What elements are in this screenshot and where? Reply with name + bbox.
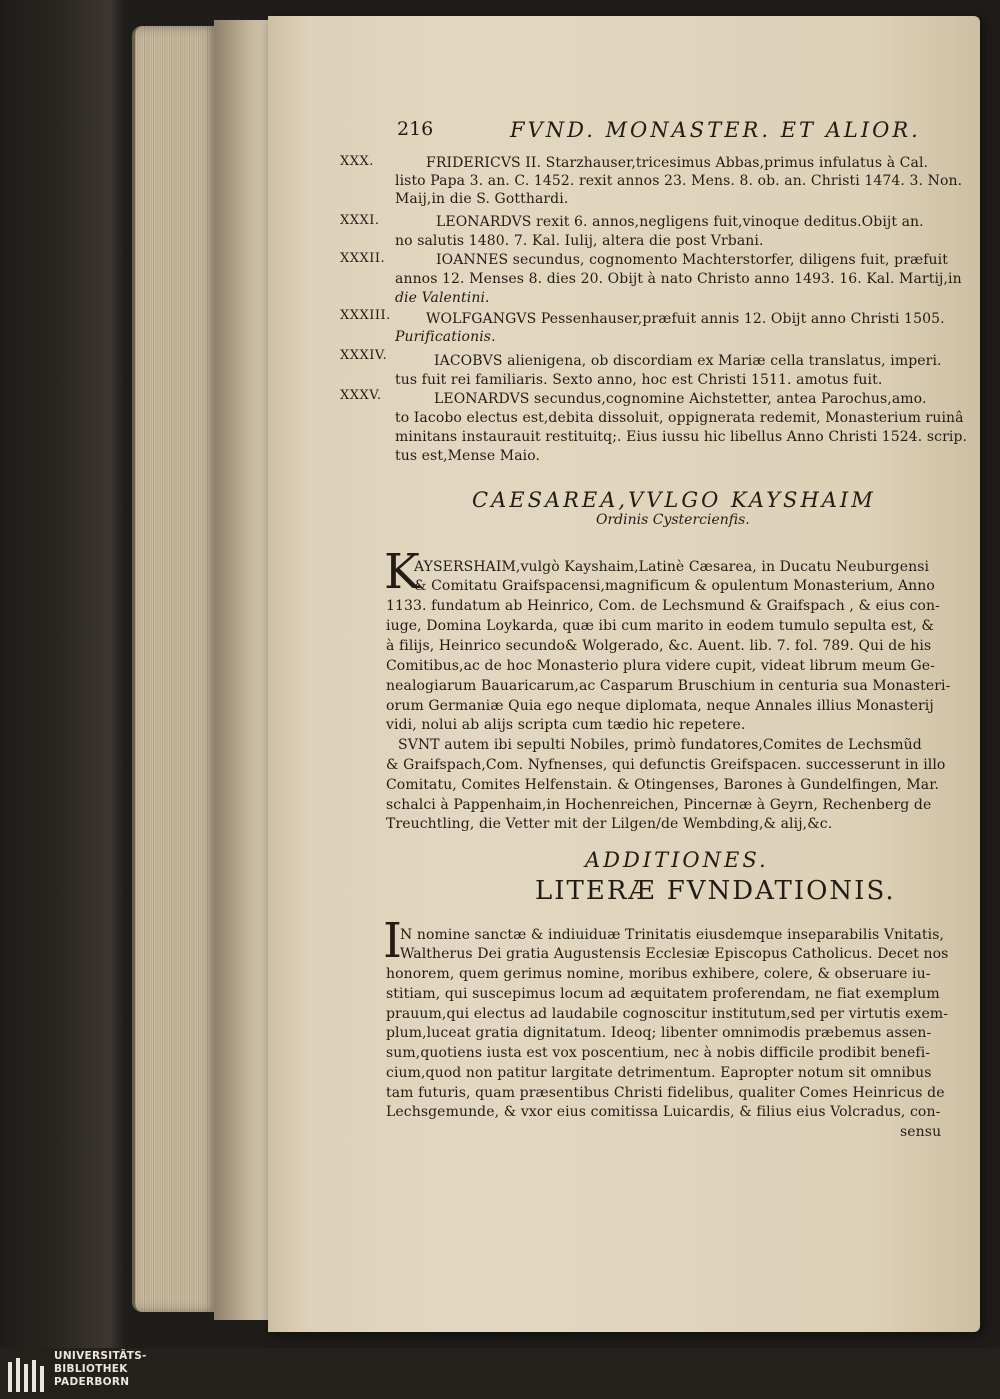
abbot-number: XXX.: [340, 154, 374, 169]
library-name-line: PADERBORN: [54, 1376, 130, 1388]
library-name-line: BIBLIOTHEK: [54, 1363, 128, 1375]
abbot-line: to Iacobo electus est,debita dissoluit, oppignerata redemit, Monasterium ruinâ: [395, 410, 964, 426]
body-line: AYSERSHAIM,vulgò Kayshaim,Latinè Cæsarea, in Ducatu Neuburgensi: [414, 559, 930, 575]
abbot-line: annos 12. Menses 8. dies 20. Obijt à nato Christo anno 1493. 16. Kal. Martij,in: [395, 271, 962, 287]
page-number: 216: [397, 118, 434, 140]
body-line: sum,quotiens iusta est vox poscentium, nec à nobis difficile prodibit benefi-: [386, 1045, 931, 1061]
body-line: & Graifspach,Com. Nyfnenses, qui defunctis Greifspacen. successerunt in illo: [386, 757, 946, 773]
abbot-line: Maij,in die S. Gotthardi.: [395, 191, 569, 207]
book-page-edges: [132, 26, 217, 1312]
abbot-number: XXXIII.: [340, 308, 391, 323]
body-line: Lechsgemunde, & vxor eius comitissa Luicardis, & filius eius Volcradus, con-: [386, 1104, 941, 1120]
body-line: iuge, Domina Loykarda, quæ ibi cum marito in eodem tumulo sepulta est, &: [386, 618, 934, 634]
body-line: vidi, nolui ab alijs scripta cum tædio hic repetere.: [386, 717, 746, 733]
abbot-number: XXXI.: [340, 213, 380, 228]
body-line: orum Germaniæ Quia ego neque diplomata, neque Annales illius Monasterij: [386, 698, 934, 714]
abbot-line: IOANNES secundus, cognomento Machterstorfer, diligens fuit, præfuit: [436, 252, 948, 268]
body-line: 1133. fundatum ab Heinrico, Com. de Lechsmund & Graifspach , & eius con-: [386, 598, 940, 614]
library-name-line: UNIVERSITÄTS-: [54, 1350, 147, 1362]
library-name: [54, 1350, 147, 1389]
abbot-line: LEONARDVS rexit 6. annos,negligens fuit,vinoque deditus.Obijt an.: [436, 214, 924, 230]
body-line: SVNT autem ibi sepulti Nobiles, primò fundatores,Comites de Lechsmũd: [398, 737, 922, 753]
body-line: stitiam, qui suscepimus locum ad æquitatem proferendam, ne fiat exemplum: [386, 986, 940, 1002]
abbot-line: no salutis 1480. 7. Kal. Iulij, altera die post Vrbani.: [395, 233, 764, 249]
abbot-line: LEONARDVS secundus,cognomine Aichstetter, antea Parochus,amo.: [434, 391, 927, 407]
body-line: & Comitatu Graifspacensi,magnificum & opulentum Monasterium, Anno: [414, 578, 935, 594]
body-line: Waltherus Dei gratia Augustensis Ecclesiæ Episcopus Catholicus. Decet nos: [400, 946, 949, 962]
body-line: cium,quod non patitur largitate detrimentum. Eapropter notum sit omnibus: [386, 1065, 932, 1081]
abbot-number: XXXV.: [340, 388, 382, 403]
body-line: Treuchtling, die Vetter mit der Lilgen/de Wembding,& alij,&c.: [386, 816, 833, 832]
section-subtitle: Ordinis Cystercienfis.: [596, 512, 750, 528]
abbot-number: XXXII.: [340, 251, 386, 266]
foundation-letter-heading: LITERÆ FVNDATIONIS.: [535, 876, 896, 906]
body-line: nealogiarum Bauaricarum,ac Casparum Bruschium in centuria sua Monasteri-: [386, 678, 951, 694]
abbot-line: FRIDERICVS II. Starzhauser,tricesimus Abbas,primus infulatus à Cal.: [426, 155, 929, 171]
body-line: Comitibus,ac de hoc Monasterio plura videre cupit, videat librum meum Ge-: [386, 658, 935, 674]
abbot-line: tus fuit rei familiaris. Sexto anno, hoc est Christi 1511. amotus fuit.: [395, 372, 883, 388]
additions-heading: ADDITIONES.: [585, 848, 769, 872]
abbot-line: die Valentini.: [395, 290, 490, 306]
body-line: N nomine sanctæ & indiuiduæ Trinitatis eiusdemque inseparabilis Vnitatis,: [400, 927, 945, 943]
library-footer-bar: [0, 1348, 1000, 1399]
section-title: CAESAREA,VVLGO KAYSHAIM: [472, 488, 876, 512]
abbot-line: IACOBVS alienigena, ob discordiam ex Mariæ cella translatus, imperi.: [434, 353, 942, 369]
body-line: Comitatu, Comites Helfenstain. & Otingenses, Barones à Gundelfingen, Mar.: [386, 777, 940, 793]
book-gutter: [214, 20, 274, 1320]
abbot-line: WOLFGANGVS Pessenhauser,præfuit annis 12. Obijt anno Christi 1505.: [426, 311, 945, 327]
body-line: honorem, quem gerimus nomine, moribus exhibere, colere, & obseruare iu-: [386, 966, 931, 982]
abbot-line: listo Papa 3. an. C. 1452. rexit annos 23. Mens. 8. ob. an. Christi 1474. 3. Non.: [395, 173, 963, 189]
body-line: schalci à Pappenhaim,in Hochenreichen, Pincernæ à Geyrn, Rechenberg de: [386, 797, 932, 813]
abbot-line: Purificationis.: [395, 329, 496, 345]
abbot-line: minitans instaurauit restituitq;. Eius iussu hic libellus Anno Christi 1524. scrip.: [395, 429, 968, 445]
drop-cap: K: [384, 544, 420, 600]
body-line: prauum,qui electus ad laudabile cognoscitur institutum,sed per virtutis exem-: [386, 1006, 949, 1022]
running-head: FVND. MONASTER. ET ALIOR.: [510, 118, 921, 142]
body-line: à filijs, Heinrico secundo& Wolgerado, &c. Auent. lib. 7. fol. 789. Qui de his: [386, 638, 932, 654]
abbot-number: XXXIV.: [340, 348, 388, 363]
body-line: tam futuris, quam præsentibus Christi fidelibus, qualiter Comes Heinricus de: [386, 1085, 945, 1101]
catchword: sensu: [900, 1124, 942, 1140]
abbot-line: tus est,Mense Maio.: [395, 448, 541, 464]
library-logo-icon: [6, 1354, 48, 1396]
body-line: plum,luceat gratia dignitatum. Ideoq; libenter omnimodis præbemus assen-: [386, 1025, 932, 1041]
drop-cap: I: [383, 913, 402, 969]
